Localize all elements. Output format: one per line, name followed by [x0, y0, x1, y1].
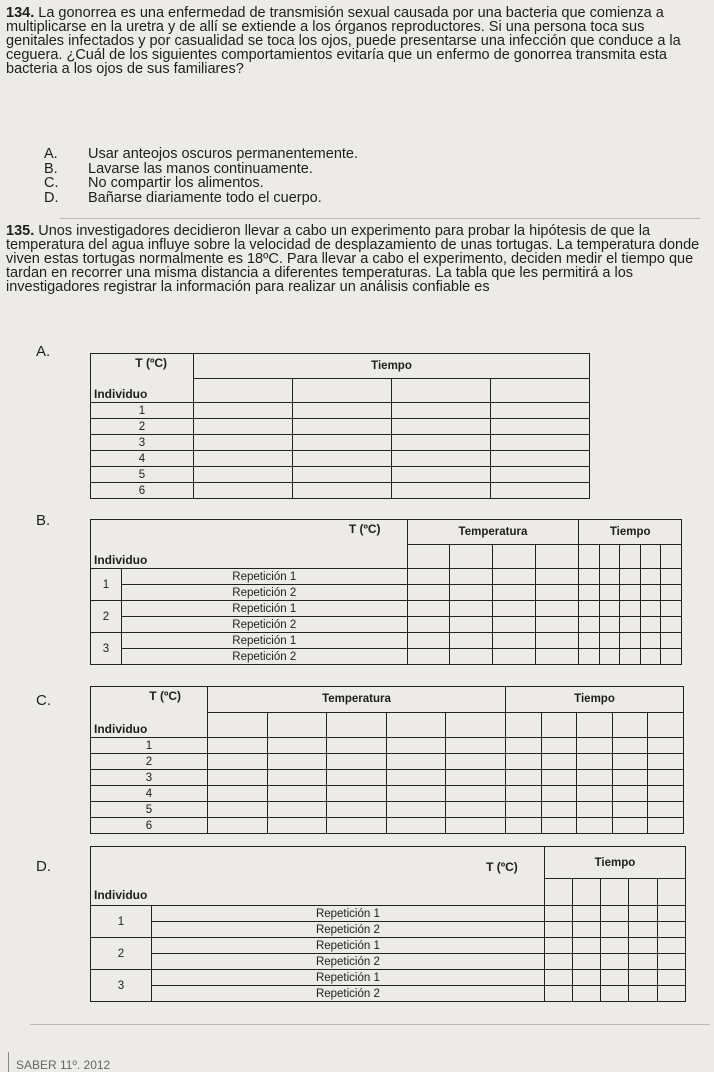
- question-text: Unos investigadores decidieron llevar a cabo un experimento para probar la hipótesis de que la temperatura del agua influye sobre la velocidad de desplazamiento de unas tortugas. La temperatura donde viven estas tortugas normalmente es 18ºC. Para llevar a cabo el experimento, deciden medir el tiempo que tardan en recorrer una misma distancia a diferentes temperaturas. La tabla que les permitirá a los investigadores registrar la información para realizar un análisis confiable es: [6, 223, 700, 295]
- table-cell: [392, 435, 491, 451]
- table-cell: [208, 786, 268, 802]
- table-cell: [194, 403, 293, 419]
- table-cell: [573, 954, 601, 970]
- footer-line: [8, 1052, 9, 1072]
- divider: [30, 1024, 710, 1025]
- option-d[interactable]: [44, 191, 358, 206]
- table-cell: [407, 544, 450, 569]
- table-cell: [493, 633, 536, 649]
- table-cell: [629, 954, 657, 970]
- table-cell: [407, 617, 450, 633]
- table-cell: [620, 617, 641, 633]
- table-cell: [506, 712, 542, 738]
- table-cell: [327, 770, 387, 786]
- tiempo-header: Tiempo: [506, 687, 684, 713]
- table-cell: [599, 617, 620, 633]
- table-cell: [407, 585, 450, 601]
- table-cell: [267, 754, 327, 770]
- option-letter: B.: [44, 160, 58, 177]
- table-cell: [579, 544, 600, 569]
- table-cell: [392, 419, 491, 435]
- table-cell: [599, 633, 620, 649]
- table-cell: [599, 601, 620, 617]
- table-cell: [194, 451, 293, 467]
- table-cell: [450, 617, 493, 633]
- table-cell: [657, 938, 685, 954]
- table-cell: [661, 601, 682, 617]
- table-cell: [640, 649, 661, 665]
- table-cell: [293, 419, 392, 435]
- table-cell: [657, 954, 685, 970]
- row-label: 6: [91, 483, 194, 499]
- rep-label: Repetición 2: [152, 954, 545, 970]
- table-cell: [579, 569, 600, 585]
- table-cell: [407, 633, 450, 649]
- table-cell: [407, 569, 450, 585]
- table-cell: [640, 569, 661, 585]
- table-cell: [446, 770, 506, 786]
- option-letter: C.: [44, 175, 59, 191]
- table-cell: [601, 906, 629, 922]
- table-row: [91, 451, 590, 467]
- option-a[interactable]: [44, 147, 358, 162]
- individuo-header: Individuo: [94, 722, 148, 736]
- rep-label: Repetición 1: [122, 633, 408, 649]
- individual-label: 3: [91, 970, 152, 1002]
- table-cell: [612, 770, 648, 786]
- temperatura-header: Temperatura: [208, 687, 506, 713]
- option-letter: A.: [44, 146, 58, 162]
- table-cell: [541, 802, 577, 818]
- table-cell: [450, 569, 493, 585]
- table-cell: [536, 633, 579, 649]
- table-cell: [544, 970, 572, 986]
- table-cell: [392, 467, 491, 483]
- table-cell: [194, 379, 293, 403]
- table-cell: [629, 879, 657, 906]
- table-cell: [657, 970, 685, 986]
- table-cell: [506, 818, 542, 834]
- table-cell: [629, 922, 657, 938]
- divider: [60, 218, 700, 219]
- table-cell: [544, 906, 572, 922]
- table-cell: [648, 770, 684, 786]
- individuo-header: Individuo: [94, 387, 148, 401]
- option-letter: D.: [44, 189, 59, 206]
- individual-label: 2: [91, 601, 122, 633]
- row-label: 3: [91, 770, 208, 786]
- table-cell: [446, 754, 506, 770]
- table-row: [91, 467, 590, 483]
- individual-label: 1: [91, 569, 122, 601]
- table-d: [90, 846, 686, 1002]
- table-cell: [573, 938, 601, 954]
- table-cell: [208, 770, 268, 786]
- table-cell: [577, 770, 613, 786]
- table-cell: [612, 712, 648, 738]
- table-cell: [541, 754, 577, 770]
- table-cell: [612, 754, 648, 770]
- table-cell: [620, 633, 641, 649]
- table-cell: [620, 569, 641, 585]
- table-cell: [536, 617, 579, 633]
- table-cell: [293, 451, 392, 467]
- table-cell: [506, 786, 542, 802]
- table-cell: [506, 770, 542, 786]
- table-cell: [629, 970, 657, 986]
- table-cell: [491, 467, 590, 483]
- table-cell: [612, 786, 648, 802]
- table-cell: [491, 403, 590, 419]
- table-cell: [599, 649, 620, 665]
- table-row: [91, 986, 686, 1002]
- table-a: [90, 353, 590, 499]
- table-cell: [544, 954, 572, 970]
- table-cell: [599, 569, 620, 585]
- table-cell: [536, 569, 579, 585]
- table-cell: [267, 770, 327, 786]
- row-label: 2: [91, 754, 208, 770]
- table-row: [91, 569, 682, 585]
- table-cell: [620, 585, 641, 601]
- table-cell: [491, 379, 590, 403]
- question-number: 135.: [6, 223, 35, 239]
- rep-label: Repetición 2: [152, 986, 545, 1002]
- table-row: [91, 585, 682, 601]
- table-cell: [208, 754, 268, 770]
- table-cell: [386, 712, 446, 738]
- option-text: No compartir los alimentos.: [88, 175, 264, 191]
- table-cell: [194, 483, 293, 499]
- table-row: [91, 754, 684, 770]
- table-cell: [544, 986, 572, 1002]
- table-cell: [640, 585, 661, 601]
- table-cell: [536, 585, 579, 601]
- table-cell: [661, 649, 682, 665]
- table-cell: [267, 818, 327, 834]
- table-cell: [386, 786, 446, 802]
- table-cell: [327, 818, 387, 834]
- table-cell: [491, 451, 590, 467]
- table-cell: [579, 601, 600, 617]
- temperatura-header: Temperatura: [407, 520, 579, 545]
- rep-label: Repetición 1: [152, 970, 545, 986]
- table-cell: [392, 451, 491, 467]
- table-cell: [541, 818, 577, 834]
- table-row: [91, 786, 684, 802]
- table-cell: [208, 818, 268, 834]
- table-cell: [386, 818, 446, 834]
- individual-label: 1: [91, 906, 152, 938]
- table-cell: [293, 379, 392, 403]
- table-cell: [386, 802, 446, 818]
- table-cell: [407, 649, 450, 665]
- table-cell: [648, 712, 684, 738]
- table-cell: [544, 922, 572, 938]
- table-cell: [407, 601, 450, 617]
- table-row: [91, 617, 682, 633]
- table-cell: [293, 403, 392, 419]
- header-corner: [91, 520, 408, 569]
- table-row: [91, 435, 590, 451]
- option-letter-c[interactable]: C.: [36, 692, 51, 709]
- table-cell: [493, 544, 536, 569]
- table-cell: [544, 938, 572, 954]
- tiempo-header: Tiempo: [544, 847, 685, 879]
- table-cell: [386, 754, 446, 770]
- option-letter-b[interactable]: B.: [36, 512, 51, 529]
- table-cell: [293, 467, 392, 483]
- table-cell: [620, 601, 641, 617]
- table-cell: [648, 738, 684, 754]
- table-cell: [493, 585, 536, 601]
- table-cell: [640, 633, 661, 649]
- table-cell: [386, 738, 446, 754]
- table-cell: [577, 712, 613, 738]
- table-cell: [599, 585, 620, 601]
- table-cell: [493, 569, 536, 585]
- row-label: 1: [91, 738, 208, 754]
- table-cell: [491, 435, 590, 451]
- table-row: [91, 738, 684, 754]
- table-cell: [629, 906, 657, 922]
- table-cell: [648, 786, 684, 802]
- table-cell: [327, 738, 387, 754]
- tiempo-header: Tiempo: [194, 354, 590, 379]
- table-cell: [208, 802, 268, 818]
- row-label: 2: [91, 419, 194, 435]
- table-cell: [327, 786, 387, 802]
- options-134: [44, 147, 358, 205]
- table-cell: [640, 601, 661, 617]
- rep-label: Repetición 2: [152, 922, 545, 938]
- table-cell: [657, 879, 685, 906]
- table-cell: [601, 970, 629, 986]
- header-corner: [91, 354, 194, 403]
- table-row: [91, 938, 686, 954]
- table-cell: [450, 633, 493, 649]
- table-cell: [541, 786, 577, 802]
- option-text: Bañarse diariamente todo el cuerpo.: [88, 189, 322, 206]
- table-cell: [194, 419, 293, 435]
- table-row: [91, 802, 684, 818]
- rep-label: Repetición 2: [122, 649, 408, 665]
- header-corner: [91, 687, 208, 738]
- table-cell: [450, 544, 493, 569]
- table-cell: [194, 467, 293, 483]
- table-row: [91, 970, 686, 986]
- table-cell: [612, 738, 648, 754]
- table-cell: [208, 738, 268, 754]
- table-cell: [612, 818, 648, 834]
- table-cell: [573, 970, 601, 986]
- table-cell: [536, 601, 579, 617]
- temp-header: T (ºC): [149, 689, 181, 703]
- table-cell: [267, 786, 327, 802]
- individual-label: 3: [91, 633, 122, 665]
- row-label: 5: [91, 467, 194, 483]
- table-cell: [577, 786, 613, 802]
- table-cell: [541, 738, 577, 754]
- option-letter-a[interactable]: A.: [36, 343, 51, 360]
- table-row: [91, 483, 590, 499]
- table-cell: [579, 649, 600, 665]
- table-row: [91, 403, 590, 419]
- table-cell: [661, 617, 682, 633]
- table-cell: [544, 879, 572, 906]
- header-corner: [91, 847, 545, 906]
- rep-label: Repetición 2: [122, 585, 408, 601]
- table-cell: [541, 770, 577, 786]
- question-134: [6, 6, 706, 76]
- question-135: [6, 224, 706, 294]
- table-cell: [506, 754, 542, 770]
- row-label: 4: [91, 786, 208, 802]
- table-cell: [267, 802, 327, 818]
- table-cell: [450, 601, 493, 617]
- table-cell: [386, 770, 446, 786]
- table-cell: [392, 379, 491, 403]
- question-text: La gonorrea es una enfermedad de transmisión sexual causada por una bacteria que comienza a multiplicarse en la uretra y de allí se extiende a los órganos reproductores. Si una persona toca sus genitales infectados y por casualidad se toca los ojos, puede presentarse una infección que conduce a la ceguera. ¿Cuál de los siguientes comportamientos evitaría que un enfermo de gonorrea transmita esta bacteria a los ojos de sus familiares?: [6, 5, 681, 77]
- table-cell: [648, 818, 684, 834]
- table-cell: [657, 986, 685, 1002]
- individuo-header: Individuo: [94, 888, 148, 902]
- table-cell: [491, 419, 590, 435]
- option-text: Usar anteojos oscuros permanentemente.: [88, 146, 359, 162]
- table-cell: [392, 483, 491, 499]
- table-c: [90, 686, 684, 834]
- table-row: [91, 419, 590, 435]
- table-cell: [648, 754, 684, 770]
- table-cell: [446, 786, 506, 802]
- table-cell: [629, 986, 657, 1002]
- table-cell: [629, 938, 657, 954]
- table-cell: [601, 986, 629, 1002]
- table-cell: [579, 617, 600, 633]
- table-cell: [601, 879, 629, 906]
- table-row: [91, 818, 684, 834]
- table-cell: [648, 802, 684, 818]
- row-label: 4: [91, 451, 194, 467]
- option-text: Lavarse las manos continuamente.: [88, 160, 313, 177]
- table-row: [91, 954, 686, 970]
- table-cell: [493, 601, 536, 617]
- table-cell: [657, 906, 685, 922]
- table-cell: [640, 617, 661, 633]
- question-number: 134.: [6, 5, 35, 21]
- option-c[interactable]: [44, 176, 358, 191]
- table-cell: [577, 818, 613, 834]
- table-cell: [267, 738, 327, 754]
- table-cell: [327, 754, 387, 770]
- table-cell: [577, 738, 613, 754]
- table-cell: [620, 649, 641, 665]
- table-cell: [293, 435, 392, 451]
- table-row: [91, 922, 686, 938]
- table-cell: [601, 938, 629, 954]
- table-b: [90, 519, 682, 665]
- table-row: [91, 633, 682, 649]
- table-cell: [661, 585, 682, 601]
- table-cell: [194, 435, 293, 451]
- table-cell: [579, 585, 600, 601]
- temp-header: T (ºC): [348, 522, 381, 536]
- rep-label: Repetición 1: [122, 601, 408, 617]
- table-cell: [450, 585, 493, 601]
- table-cell: [577, 754, 613, 770]
- rep-label: Repetición 2: [122, 617, 408, 633]
- option-b[interactable]: [44, 162, 358, 177]
- tiempo-header: Tiempo: [579, 520, 682, 545]
- row-label: 3: [91, 435, 194, 451]
- table-cell: [601, 954, 629, 970]
- table-cell: [573, 906, 601, 922]
- individuo-header: Individuo: [94, 553, 148, 567]
- table-cell: [573, 922, 601, 938]
- table-cell: [506, 738, 542, 754]
- table-cell: [392, 403, 491, 419]
- table-cell: [599, 544, 620, 569]
- table-cell: [491, 483, 590, 499]
- table-cell: [536, 544, 579, 569]
- table-cell: [661, 569, 682, 585]
- option-letter-d[interactable]: D.: [36, 858, 51, 875]
- row-label: 5: [91, 802, 208, 818]
- rep-label: Repetición 1: [152, 906, 545, 922]
- temp-header: T (ºC): [135, 356, 167, 370]
- table-cell: [661, 633, 682, 649]
- table-row: [91, 649, 682, 665]
- table-cell: [612, 802, 648, 818]
- temp-header: T (ºC): [486, 860, 518, 874]
- individual-label: 2: [91, 938, 152, 970]
- table-cell: [293, 483, 392, 499]
- rep-label: Repetición 1: [122, 569, 408, 585]
- table-cell: [657, 922, 685, 938]
- table-cell: [541, 712, 577, 738]
- table-cell: [577, 802, 613, 818]
- rep-label: Repetición 1: [152, 938, 545, 954]
- table-cell: [620, 544, 641, 569]
- table-cell: [327, 802, 387, 818]
- footer-source: SABER 11º. 2012: [16, 1058, 111, 1072]
- table-cell: [579, 633, 600, 649]
- table-cell: [573, 986, 601, 1002]
- table-cell: [446, 818, 506, 834]
- table-cell: [450, 649, 493, 665]
- table-row: [91, 601, 682, 617]
- table-cell: [327, 712, 387, 738]
- table-row: [91, 906, 686, 922]
- table-cell: [446, 738, 506, 754]
- row-label: 1: [91, 403, 194, 419]
- table-cell: [661, 544, 682, 569]
- table-cell: [208, 712, 268, 738]
- table-cell: [506, 802, 542, 818]
- table-cell: [446, 802, 506, 818]
- table-cell: [573, 879, 601, 906]
- table-cell: [493, 617, 536, 633]
- table-cell: [446, 712, 506, 738]
- table-cell: [267, 712, 327, 738]
- table-cell: [536, 649, 579, 665]
- row-label: 6: [91, 818, 208, 834]
- table-cell: [640, 544, 661, 569]
- table-row: [91, 770, 684, 786]
- table-cell: [601, 922, 629, 938]
- table-cell: [493, 649, 536, 665]
